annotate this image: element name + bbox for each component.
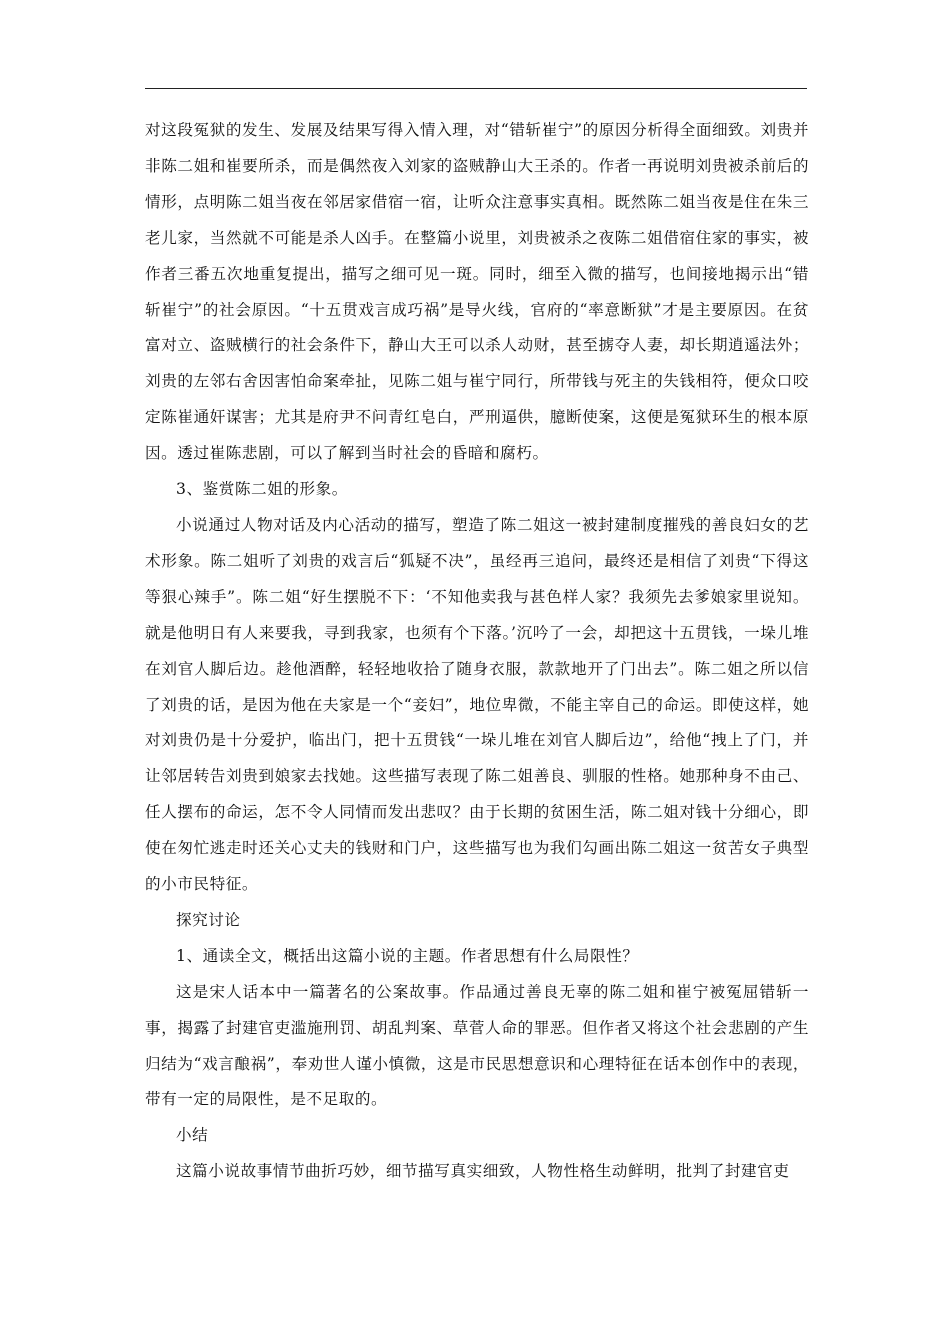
question-1: 1、通读全文，概括出这篇小说的主题。作者思想有什么局限性？ bbox=[176, 946, 639, 965]
header-rule bbox=[145, 88, 807, 89]
paragraph-heading-3: 3、鉴赏陈二姐的形象。 bbox=[176, 480, 348, 499]
section-heading-summary: 小结 bbox=[176, 1126, 209, 1145]
document-body bbox=[145, 113, 809, 1190]
paragraph-1: 对这段冤狱的发生、发展及结果写得入情入理，对“错斩崔宁”的原因分析得全面细致。刘贵并非陈二姐和崔要所杀，而是偶然夜入刘家的盗贼静山大王杀的。作者一再说明刘贵被杀前后的情形，点明陈二姐当夜在邻居家借宿一宿，让听众注意事实真相。既然陈二姐当夜是住在朱三老儿家，当然就不可能是杀人凶手。在整篇小说里，刘贵被杀之夜陈二姐借宿住家的事实，被作者三番五次地重复提出，描写之细可见一斑。同时，细至入微的描写，也间接地揭示出“错斩崔宁”的社会原因。“十五贯戏言成巧祸”是导火线，官府的“率意断狱”才是主要原因。在贫富对立、盗贼横行的社会条件下，静山大王可以杀人动财，甚至掳夺人妻，却长期逍遥法外；刘贵的左邻右舍因害怕命案牵扯，见陈二姐与崔宁同行，所带钱与死主的失钱相符，便众口咬定陈崔通奸谋害；尤其是府尹不问青红皂白，严刑逼供，臆断使案，这便是冤狱环生的根本原因。透过崔陈悲剧，可以了解到当时社会的昏暗和腐朽。 bbox=[145, 121, 809, 463]
paragraph-3: 这是宋人话本中一篇著名的公案故事。作品通过善良无辜的陈二姐和崔宁被冤屈错斩一事，揭露了封建官吏滥施刑罚、胡乱判案、草菅人命的罪恶。但作者又将这个社会悲剧的产生归结为“戏言酿祸”，奉劝世人谨小慎微，这是市民思想意识和心理特征在话本创作中的表现，带有一定的局限性，是不足取的。 bbox=[145, 982, 809, 1109]
paragraph-2: 小说通过人物对话及内心活动的描写，塑造了陈二姐这一被封建制度摧残的善良妇女的艺术形象。陈二姐听了刘贵的戏言后“狐疑不决”，虽经再三追问，最终还是相信了刘贵“下得这等狠心辣手”。陈二姐“好生摆脱不下：‘不知他卖我与甚色样人家？我须先去爹娘家里说知。就是他明日有人来要我，寻到我家，也须有个下落。’沉吟了一会，却把这十五贯钱，一垛儿堆在刘官人脚后边。趁他酒醉，轻轻地收拾了随身衣服，款款地开了门出去”。陈二姐之所以信了刘贵的话，是因为他在夫家是一个“妾妇”，地位卑微，不能主宰自己的命运。即使这样，她对刘贵仍是十分爱护，临出门，把十五贯钱“一垛儿堆在刘官人脚后边”，给他“拽上了门，并让邻居转告刘贵到娘家去找她。这些描写表现了陈二姐善良、驯服的性格。她那种身不由己、任人摆布的命运，怎不令人同情而发出悲叹？由于长期的贫困生活，陈二姐对钱十分细心，即使在匆忙逃走时还关心丈夫的钱财和门户，这些描写也为我们勾画出陈二姐这一贫苦女子典型的小市民特征。 bbox=[145, 515, 809, 894]
paragraph-4: 这篇小说故事情节曲折巧妙，细节描写真实细致，人物性格生动鲜明，批判了封建官吏 bbox=[176, 1162, 790, 1181]
section-heading-discussion: 探究讨论 bbox=[176, 910, 241, 929]
